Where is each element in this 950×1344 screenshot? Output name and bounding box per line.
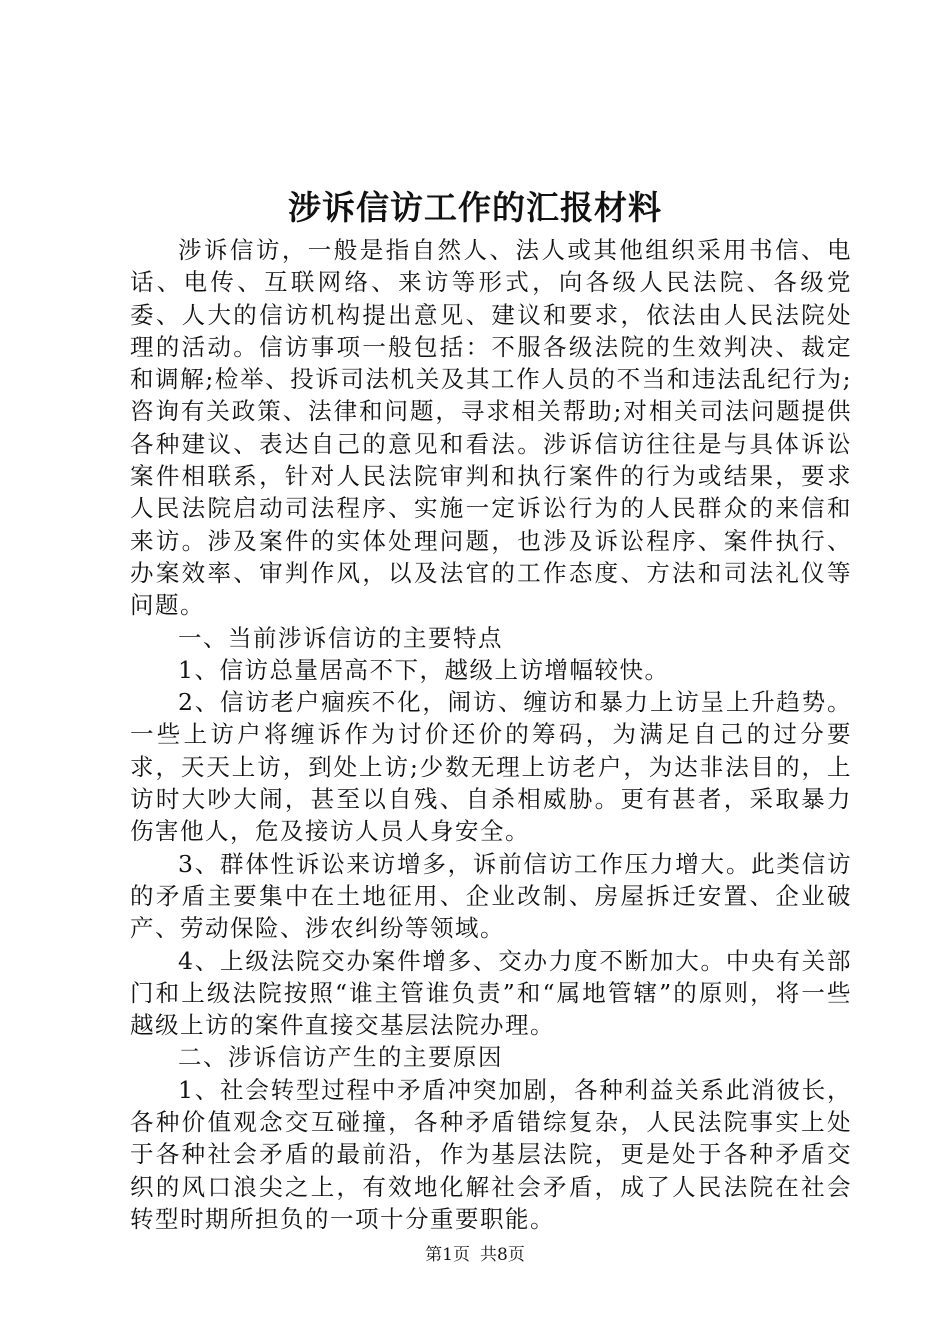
- document-body: [130, 234, 852, 1235]
- paragraph-feature-2: 2、信访老户痼疾不化，闹访、缠访和暴力上访呈上升趋势。一些上访户将缠诉作为讨价还价的筹码，为满足自己的过分要求，天天上访，到处上访;少数无理上访老户，为达非法目的，上访时大吵大闹，甚至以自残、自杀相威胁。更有甚者，采取暴力伤害他人，危及接访人员人身安全。: [130, 688, 852, 846]
- paragraph-intro: 涉诉信访，一般是指自然人、法人或其他组织采用书信、电话、电传、互联网络、来访等形式，向各级人民法院、各级党委、人大的信访机构提出意见、建议和要求，依法由人民法院处理的活动。信访事项一般包括：不服各级法院的生效判决、裁定和调解;检举、投诉司法机关及其工作人员的不当和违法乱纪行为;咨询有关政策、法律和问题，寻求相关帮助;对相关司法问题提供各种建议、表达自己的意见和看法。涉诉信访往往是与具体诉讼案件相联系，针对人民法院审判和执行案件的行为或结果，要求人民法院启动司法程序、实施一定诉讼行为的人民群众的来信和来访。涉及案件的实体处理问题，也涉及诉讼程序、案件执行、办案效率、审判作风，以及法官的工作态度、方法和司法礼仪等问题。: [130, 236, 852, 620]
- paragraph-cause-1: 1、社会转型过程中矛盾冲突加剧，各种利益关系此消彼长，各种价值观念交互碰撞，各种矛盾错综复杂，人民法院事实上处于各种社会矛盾的最前沿，作为基层法院，更是处于各种矛盾交织的风口浪尖之上，有效地化解社会矛盾，成了人民法院在社会转型时期所担负的一项十分重要职能。: [130, 1075, 852, 1233]
- section-heading-features: 一、当前涉诉信访的主要特点: [178, 623, 503, 652]
- section-heading-causes: 二、涉诉信访产生的主要原因: [178, 1043, 503, 1072]
- document-title: 涉诉信访工作的汇报材料: [288, 188, 662, 227]
- paragraph-feature-3: 3、群体性诉讼来访增多，诉前信访工作压力增大。此类信访的矛盾主要集中在土地征用、企业改制、房屋拆迁安置、企业破产、劳动保险、涉农纠纷等领域。: [130, 849, 852, 943]
- page-number: 第1页: [425, 1245, 470, 1265]
- page-total: 共8页: [480, 1245, 525, 1265]
- page-footer: [0, 1244, 950, 1266]
- paragraph-feature-4: 4、上级法院交办案件增多、交办力度不断加大。中央有关部门和上级法院按照“谁主管谁负责”和“属地管辖”的原则，将一些越级上访的案件直接交基层法院办理。: [130, 946, 852, 1040]
- paragraph-feature-1: 1、信访总量居高不下，越级上访增幅较快。: [178, 655, 670, 684]
